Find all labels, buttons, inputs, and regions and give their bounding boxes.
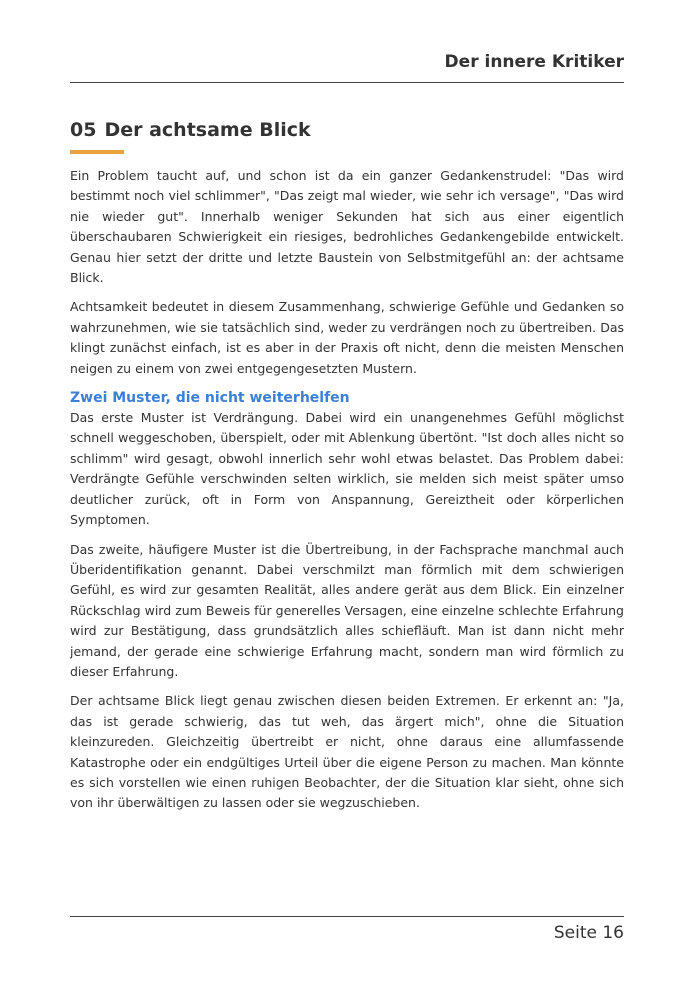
paragraph: Achtsamkeit bedeutet in diesem Zusammenhang, schwierige Gefühle und Gedanken so wahrzunehmen, wie sie tatsächlich sind, weder zu verdrängen noch zu übertreiben. Das klingt zunächst einfach, ist es aber in der Praxis oft nicht, denn die meisten Menschen neigen zu einem von zwei entgegengesetzten Mustern.: [70, 299, 624, 376]
title-accent-bar: [70, 150, 124, 154]
section-heading: Zwei Muster, die nicht weiterhelfen: [70, 390, 350, 407]
paragraph: Ein Problem taucht auf, und schon ist da ein ganzer Gedankenstrudel: "Das wird bestimmt noch viel schlimmer", "Das zeigt mal wieder, wie sehr ich versage", "Das wird nie wieder gut". Innerhalb weniger Sekunden hat sich aus einer eigentlich überschaubaren Schwierigkeit ein riesiges, bedrohliches Gedankengebilde entwickelt. Genau hier setzt der dritte und letzte Baustein von Selbstmitgefühl an: der achtsame Blick.: [70, 168, 624, 286]
body-content: [70, 166, 624, 823]
footer-divider: [70, 916, 624, 917]
page-number: Seite 16: [553, 923, 624, 943]
chapter-number: 05: [70, 119, 97, 141]
chapter-heading: [70, 119, 311, 141]
chapter-title: Der achtsame Blick: [104, 119, 311, 141]
paragraph: Das zweite, häufigere Muster ist die Übertreibung, in der Fachsprache manchmal auch Überidentifikation genannt. Dabei verschmilzt man förmlich mit dem schwierigen Gefühl, es wird zur gesamten Realität, alles andere gerät aus dem Blick. Ein einzelner Rückschlag wird zum Beweis für generelles Versagen, eine einzelne schlechte Erfahrung wird zur Bestätigung, dass grundsätzlich alles schiefläuft. Man ist dann nicht mehr jemand, der gerade eine schwierige Erfahrung macht, sondern man wird förmlich zu dieser Erfahrung.: [70, 541, 624, 679]
header-divider: [70, 82, 624, 83]
paragraph: Der achtsame Blick liegt genau zwischen diesen beiden Extremen. Er erkennt an: "Ja, das ist gerade schwierig, das tut weh, das ärgert mich", ohne die Situation kleinzureden. Gleichzeitig übertreibt er nicht, ohne daraus eine allumfassende Katastrophe oder ein endgültiges Urteil über die eigene Person zu machen. Man könnte es sich vorstellen wie einen ruhigen Beobachter, der die Situation klar sieht, ohne sich von ihr überwältigen zu lassen oder sie wegzuschieben.: [70, 693, 624, 811]
running-header-title: Der innere Kritiker: [444, 52, 624, 72]
paragraph: Das erste Muster ist Verdrängung. Dabei wird ein unangenehmes Gefühl möglichst schnell weggeschoben, überspielt, oder mit Ablenkung übertönt. "Ist doch alles nicht so schlimm" wird gesagt, obwohl innerlich sehr wohl etwas belastet. Das Problem dabei: Verdrängte Gefühle verschwinden selten wirklich, sie melden sich meist später umso deutlicher zurück, oft in Form von Anspannung, Gereiztheit oder körperlichen Symptomen.: [70, 410, 624, 528]
